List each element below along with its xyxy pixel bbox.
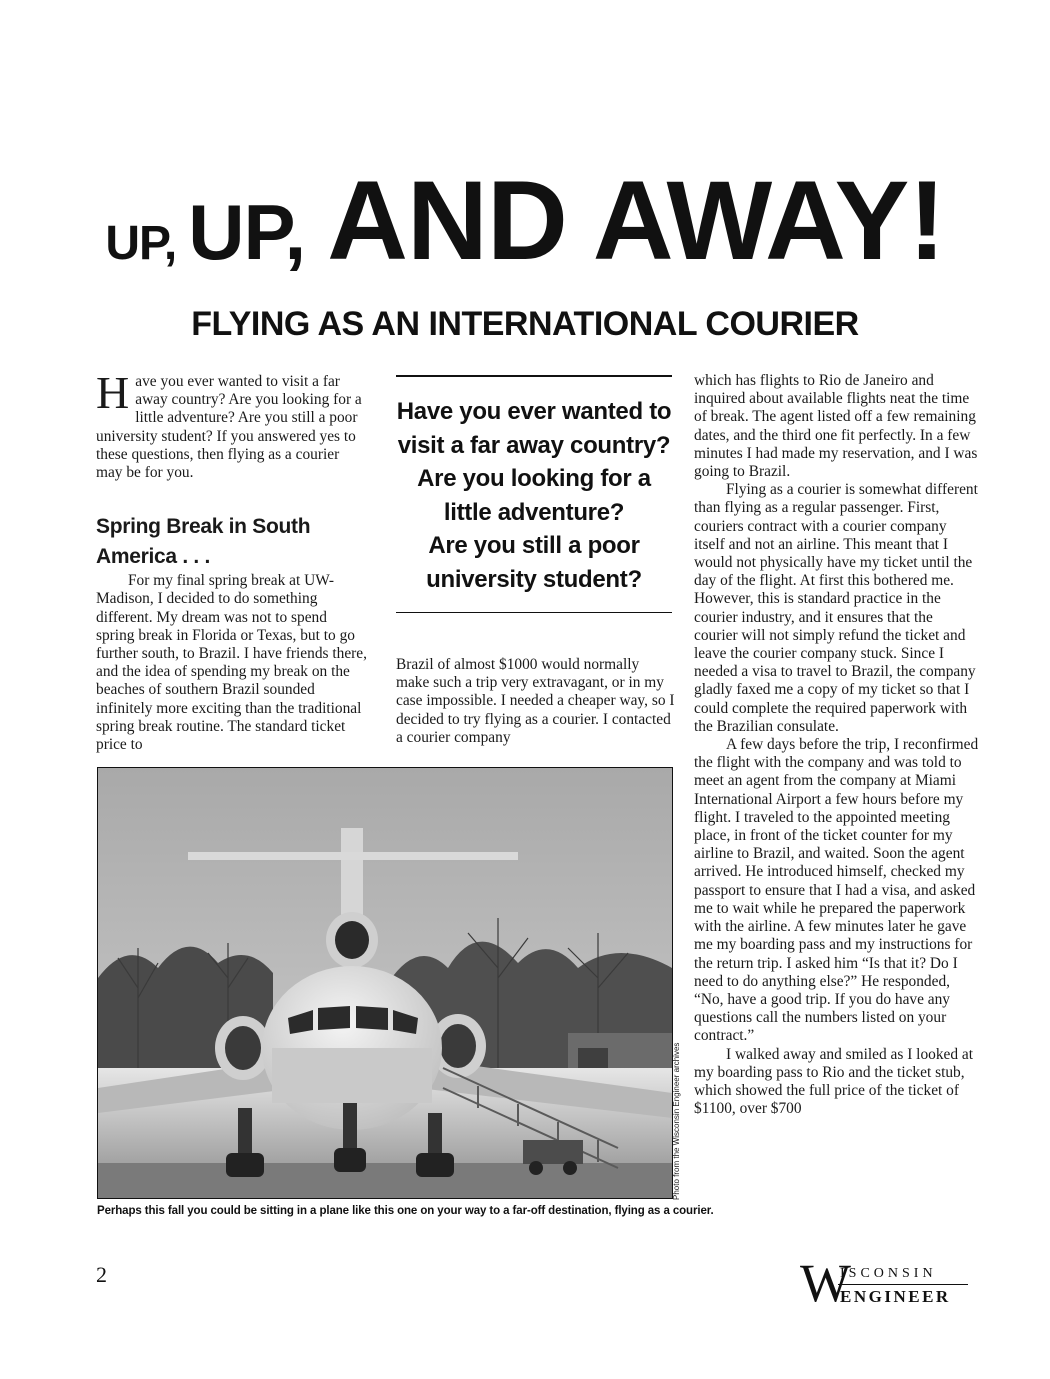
airplane-photo <box>97 767 673 1199</box>
airplane-illustration <box>98 768 672 1198</box>
masthead-initial: W <box>800 1253 851 1313</box>
photo-credit: Photo from the Wisconsin Engineer archives <box>672 1042 681 1200</box>
section-subhead: Spring Break in South America . . . <box>96 515 311 569</box>
pull-quote <box>396 375 672 613</box>
masthead-rule <box>838 1284 968 1285</box>
pull-quote-line-1: Have you ever wanted to visit a far away country? <box>396 398 672 459</box>
drop-cap: H <box>96 367 130 418</box>
page-number: 2 <box>96 1262 107 1287</box>
column-3-paragraph-1: which has flights to Rio de Janeiro and inquired about available flights neat the time of break. The agent listed off a few remaining dates, and the third one fit perfectly. In a few minutes I had made my reservation, and I was going to Brazil. <box>694 372 978 481</box>
column-1-body: For my final spring break at UW-Madison, I decided to do something different. My dream was not to spend spring break in Florida or Texas, but to go further south, to Brazil. I have friends there, and the idea of spending my break on the beaches of southern Brazil sounded infinitely more exciting than the traditional spring break routine. The standard ticket price to <box>96 572 367 754</box>
column-1 <box>96 367 368 754</box>
column-3 <box>694 372 980 1118</box>
intro-text: ave you ever wanted to visit a far away country? Are you looking for a little adventure? Are you still a poor university student? If you answered yes to these questions, then flying as a courier may be for you. <box>96 373 362 482</box>
masthead-line-1: ISCONSIN <box>840 1266 937 1281</box>
pull-quote-line-3: Are you still a poor university student? <box>426 532 642 593</box>
column-3-paragraph-2: Flying as a courier is somewhat different than flying as a regular passenger. First, couriers contract with a courier company itself and not an airline. This meant that I would not physically have my ticket until the day of the flight. At first this bothered me. However, this is standard practice in the courier industry, and it ensures that the courier will not simply refund the ticket and leave the courier company stuck. Since I needed a visa to travel to Brazil, the company gladly faxed me a copy of my ticket so that I could complete the required paperwork with the Brazilian consulate. <box>694 481 978 735</box>
intro-paragraph <box>96 367 368 482</box>
article-subtitle: FLYING AS AN INTERNATIONAL COURIER <box>191 305 859 343</box>
pull-quote-line-2: Are you looking for a little adventure? <box>417 465 651 526</box>
column-2-body: Brazil of almost $1000 would normally make such a trip very extravagant, or in my case impossible. I needed a cheaper way, so I decided to try flying as a courier. I contacted a courier company <box>396 656 675 746</box>
title-part-3: AND AWAY! <box>327 158 945 283</box>
title-part-1: UP, <box>105 217 177 270</box>
article-title <box>0 158 1050 283</box>
masthead-line-2: ENGINEER <box>840 1287 951 1306</box>
photo-caption: Perhaps this fall you could be sitting in a plane like this one on your way to a far-off destination, flying as a courier. <box>97 1205 714 1217</box>
column-2 <box>396 656 676 747</box>
title-part-2: UP, <box>188 188 306 276</box>
column-3-paragraph-3: A few days before the trip, I reconfirmed the flight with the company and was told to meet an agent from the company at Miami International Airport a few hours before my flight. I traveled to the appointed meeting place, in front of the ticket counter for my airline to Brazil, and waited. Soon the agent arrived. He introduced himself, checked my passport to ensure that I had a visa, and asked me to wait while he prepared the paperwork with the airline. A few minutes later he gave me my boarding pass and my instructions for the return trip. I asked him “Is that it? Do I need to do anything else?” He responded, “No, have a good trip. If you do have any questions call the numbers listed on your contract.” <box>694 736 979 1045</box>
magazine-masthead <box>800 1253 970 1313</box>
column-3-paragraph-4: I walked away and smiled as I looked at my boarding pass to Rio and the ticket stub, which showed the full price of the ticket of $1100, over $700 <box>694 1045 974 1118</box>
